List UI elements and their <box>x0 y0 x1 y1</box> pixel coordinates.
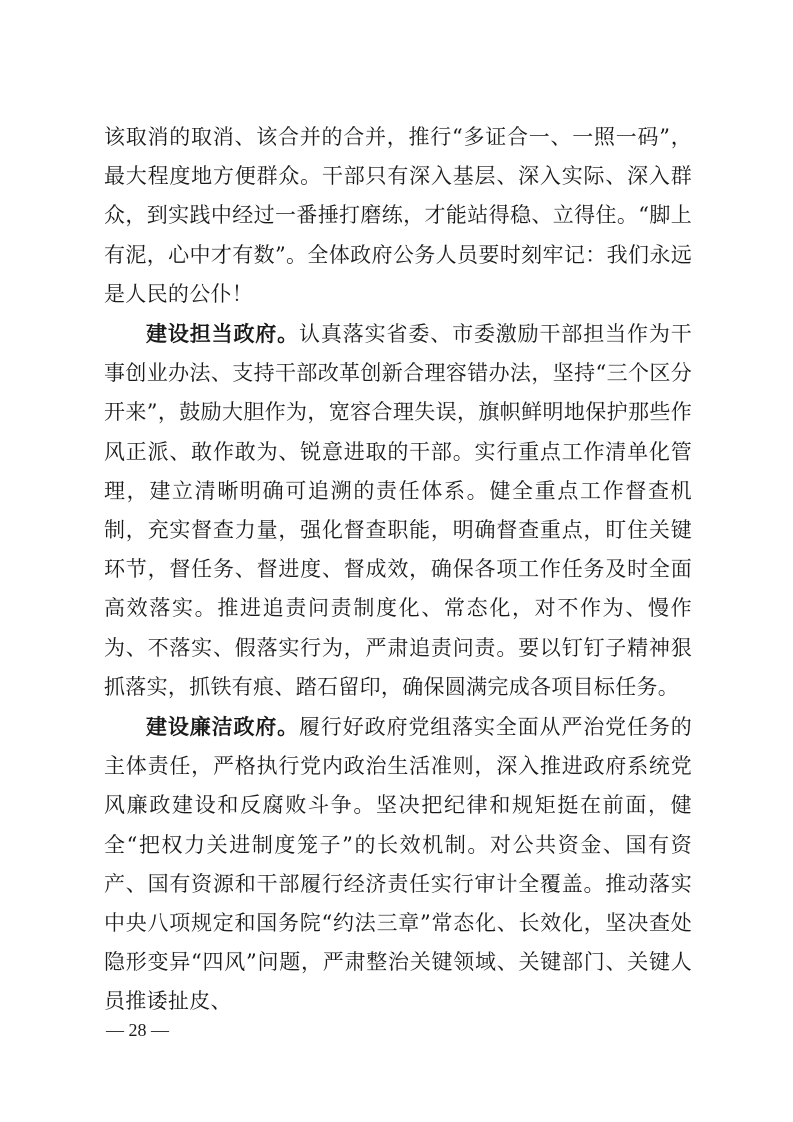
paragraph-text: 履行好政府党组落实全面从严治党任务的主体责任，严格执行党内政治生活准则，深入推进政府系统党风廉政建设和反腐败斗争。坚决把纪律和规矩挺在前面，健全“把权力关进制度笼子”的长效机制。对公共资金、国有资产、国有资源和干部履行经济责任实行审计全覆盖。推动落实中央八项规定和国务院“约法三章”常态化、长效化，坚决查处隐形变异“四风”问题，严肃整治关键领域、关键部门、关键人员推诿扯皮、 <box>104 715 692 1014</box>
paragraph-text: 该取消的取消、该合并的合并，推行“多证合一、一照一码”，最大程度地方便群众。干部只有深入基层、深入实际、深入群众，到实践中经过一番捶打磨练，才能站得稳、立得住。“脚上有泥，心中才有数”。全体政府公务人员要时刻牢记：我们永远是人民的公仆！ <box>104 125 692 306</box>
page-number: — 28 — <box>106 1020 169 1040</box>
paragraph-heading: 建设担当政府。 <box>146 321 300 347</box>
paragraph-clean-government <box>104 707 692 1022</box>
paragraph-heading: 建设廉洁政府。 <box>146 714 300 740</box>
document-body <box>104 118 692 1022</box>
paragraph-continuation <box>104 118 692 314</box>
paragraph-accountable-government <box>104 314 692 707</box>
paragraph-text: 认真落实省委、市委激励干部担当作为干事创业办法、支持干部改革创新合理容错办法，坚持“三个区分开来”，鼓励大胆作为，宽容合理失误，旗帜鲜明地保护那些作风正派、敢作敢为、锐意进取的干部。实行重点工作清单化管理，建立清晰明确可追溯的责任体系。健全重点工作督查机制，充实督查力量，强化督查职能，明确督查重点，盯住关键环节，督任务、督进度、督成效，确保各项工作任务及时全面高效落实。推进追责问责制度化、常态化，对不作为、慢作为、不落实、假落实行为，严肃追责问责。要以钉钉子精神狠抓落实，抓铁有痕、踏石留印，确保圆满完成各项目标任务。 <box>104 322 692 699</box>
